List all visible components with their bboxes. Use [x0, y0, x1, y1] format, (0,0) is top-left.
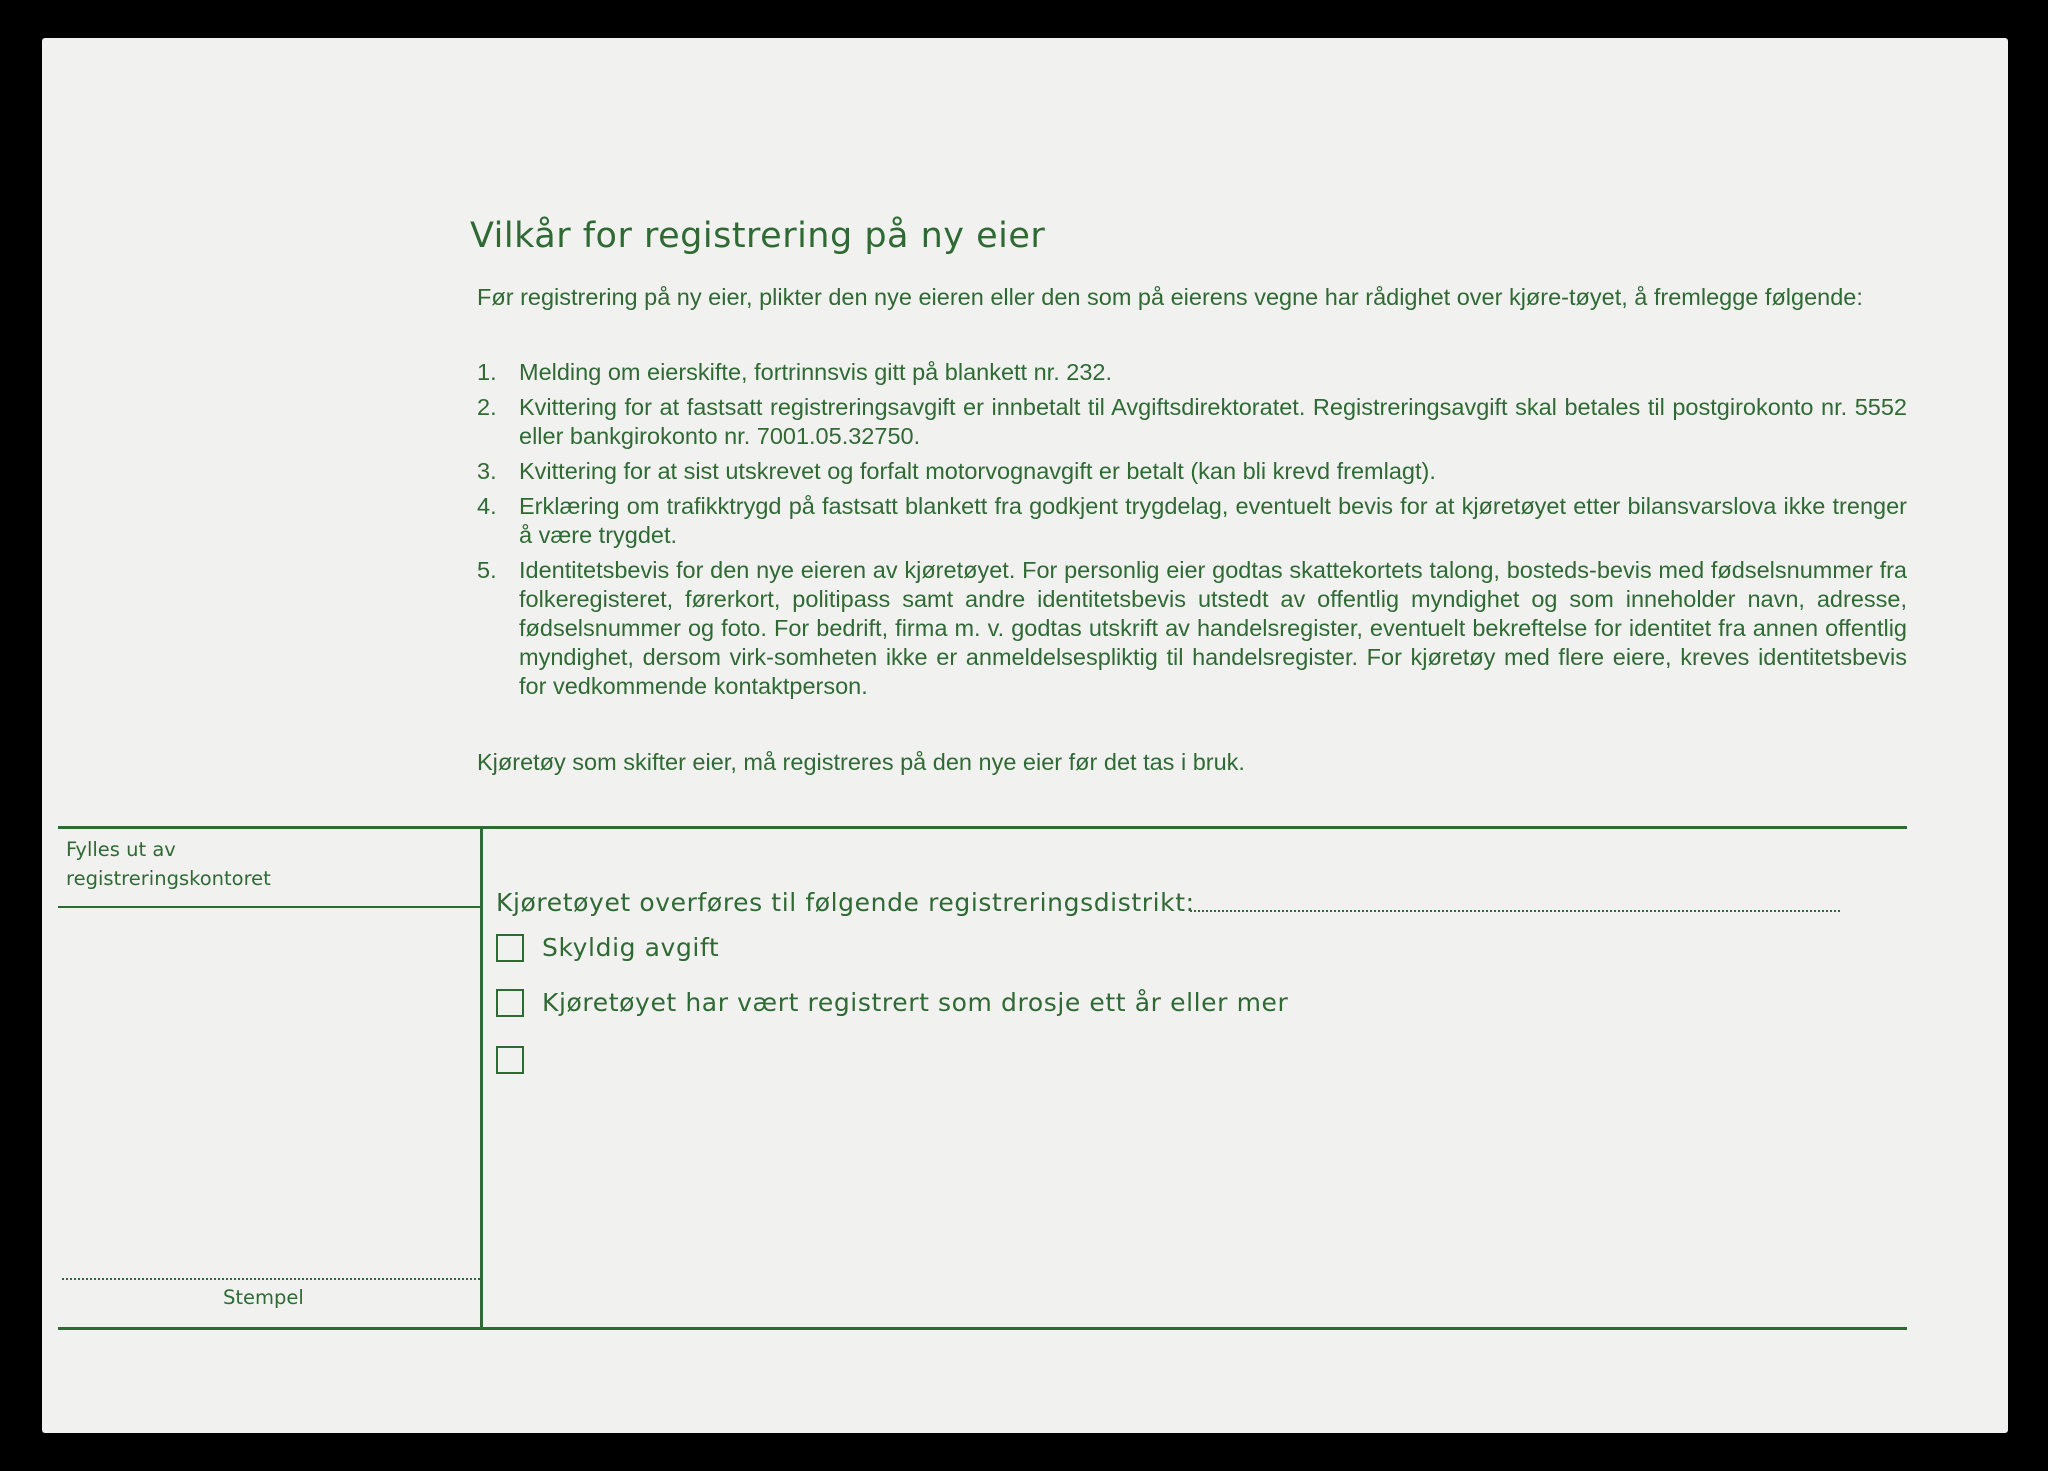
checkbox-drosje[interactable] [496, 989, 524, 1017]
district-input-line[interactable] [1190, 910, 1840, 912]
checkbox-skyldig-avgift[interactable] [496, 934, 524, 962]
checkbox-row-drosje[interactable] [496, 988, 1288, 1017]
checkbox-row-blank[interactable] [496, 1046, 542, 1074]
district-label: Kjøretøyet overføres til følgende registreringsdistrikt: [496, 888, 1195, 917]
item-number: 2. [477, 394, 497, 420]
office-label-line1: Fylles ut av [66, 838, 176, 861]
checkbox-label: Skyldig avgift [542, 933, 720, 962]
item-text: Erklæring om trafikktrygd på fastsatt blankett fra godkjent trygdelag, eventuelt bevis for at kjøretøyet etter bilansvarslova ikke trenger å være trygdet. [519, 493, 1907, 548]
form-title: Vilkår for registrering på ny eier [470, 216, 1046, 256]
form-column-divider [480, 829, 483, 1329]
item-text: Kvittering for at sist utskrevet og forfalt motorvognavgift er betalt (kan bli krevd fremlagt). [519, 458, 1436, 484]
item-number: 5. [477, 557, 497, 583]
stamp-label: Stempel [223, 1286, 304, 1309]
item-number: 3. [477, 458, 497, 484]
checkbox-blank[interactable] [496, 1046, 524, 1074]
closing-note: Kjøretøy som skifter eier, må registreres på den nye eier før det tas i bruk. [477, 749, 1245, 775]
item-text: Melding om eierskifte, fortrinnsvis gitt på blankett nr. 232. [519, 359, 1113, 385]
list-item [477, 556, 1907, 701]
office-section-label [66, 835, 466, 893]
item-number: 1. [477, 359, 497, 385]
stamp-signature-line [62, 1278, 480, 1280]
checkbox-row-skyldig-avgift[interactable] [496, 933, 719, 962]
item-text: Kvittering for at fastsatt registreringsavgift er innbetalt til Avgiftsdirektoratet. Registreringsavgift skal betales til postgirokonto nr. 5552 eller bankgirokonto nr. 7001.05.32750. [519, 394, 1907, 449]
intro-paragraph: Før registrering på ny eier, plikter den nye eieren eller den som på eierens vegne har rådighet over kjøre-tøyet, å fremlegge følgende: [477, 284, 1863, 310]
requirements-list [477, 358, 1907, 707]
item-number: 4. [477, 493, 497, 519]
list-item [477, 457, 1907, 486]
checkbox-label: Kjøretøyet har vært registrert som drosje ett år eller mer [542, 988, 1289, 1017]
office-label-line2: registreringskontoret [66, 867, 271, 890]
item-text: Identitetsbevis for den nye eieren av kjøretøyet. For personlig eier godtas skattekortets talong, bosteds-bevis med fødselsnummer fra folkeregisteret, førerkort, politipass samt andre identitetsbevis utstedt av offentlig myndighet og som inneholder navn, adresse, fødselsnummer og foto. For bedrift, firma m. v. godtas utskrift av handelsregister, eventuelt bekreftelse for identitet fra annen offentlig myndighet, dersom virk-somheten ikke er anmeldelsespliktig til handelsregister. For kjøretøy med flere eiere, kreves identitetsbevis for vedkommende kontaktperson. [519, 557, 1907, 699]
list-item [477, 492, 1907, 550]
list-item [477, 393, 1907, 451]
form-top-rule [58, 826, 1907, 829]
form-bottom-rule [58, 1327, 1907, 1330]
list-item [477, 358, 1907, 387]
office-label-rule [58, 906, 480, 908]
